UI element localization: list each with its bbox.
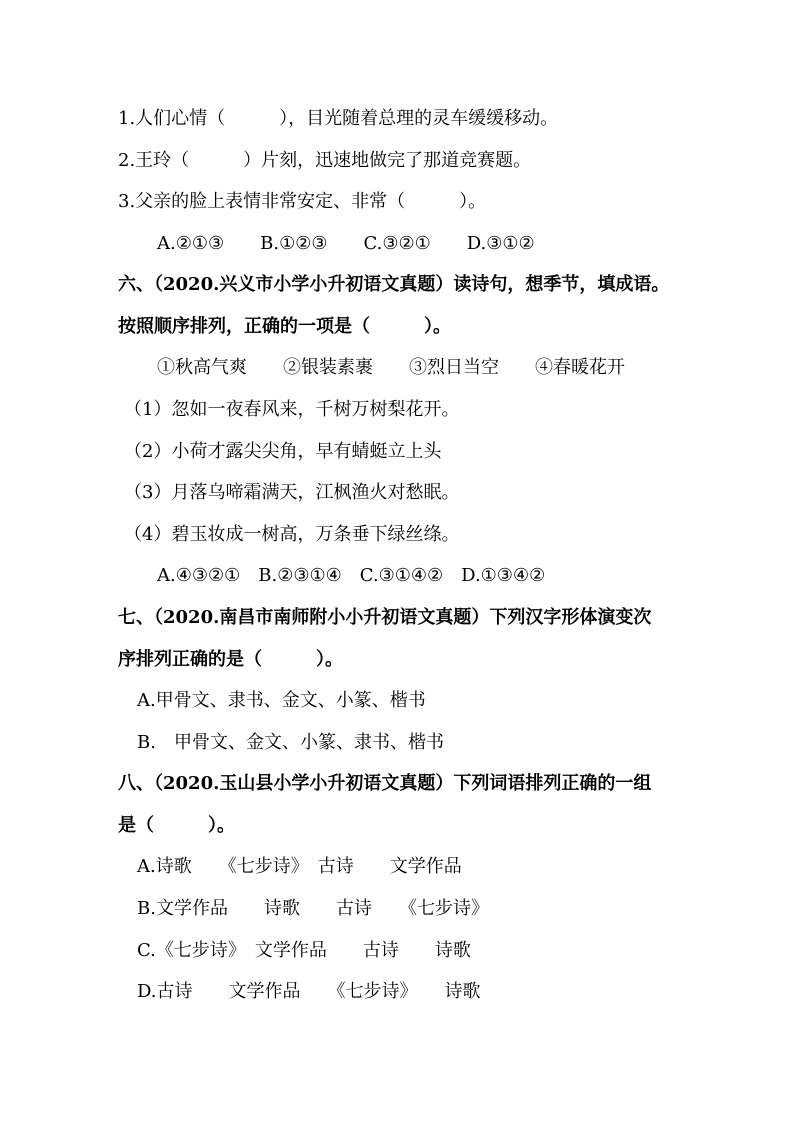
q6-poem-2: （2）小荷才露尖尖角，早有蜻蜓立上头 xyxy=(124,441,442,462)
sentence-1: 1.人们心情（ ），目光随着总理的灵车缓缓移动。 xyxy=(118,108,559,129)
q7-option-a: A.甲骨文、隶书、金文、小篆、楷书 xyxy=(137,690,426,711)
sentence-3: 3.父亲的脸上表情非常安定、非常（ ）。 xyxy=(118,191,487,212)
q6-heading-line1: 六、（2020.兴义市小学小升初语文真题）读诗句，想季节，填成语。 xyxy=(118,274,670,295)
q7-heading-line1: 七、（2020.南昌市南师附小小升初语文真题）下列汉字形体演变次 xyxy=(118,607,652,628)
q6-options: A.④③②① B.②③①④ C.③①④② D.①③④② xyxy=(157,565,546,586)
q8-option-a: A.诗歌 《七步诗》 古诗 文学作品 xyxy=(137,856,462,877)
q8-option-d: D.古诗 文学作品 《七步诗》 诗歌 xyxy=(137,981,481,1002)
q6-idioms: ①秋高气爽 ②银装素裹 ③烈日当空 ④春暖花开 xyxy=(157,357,625,378)
q7-heading-line2: 序排列正确的是（ ）。 xyxy=(118,649,343,670)
q6-poem-4: （4）碧玉妆成一树高，万条垂下绿丝绦。 xyxy=(124,524,460,545)
q6-poem-3: （3）月落乌啼霜满天，江枫渔火对愁眠。 xyxy=(124,482,460,503)
q6-heading-line2: 按照顺序排列，正确的一项是（ ）。 xyxy=(118,316,451,337)
sentence-2: 2.王玲（ ）片刻，迅速地做完了那道竞赛题。 xyxy=(118,150,532,171)
q8-option-b: B.文学作品 诗歌 古诗 《七步诗》 xyxy=(137,898,489,919)
q8-heading-line1: 八、（2020.玉山县小学小升初语文真题）下列词语排列正确的一组 xyxy=(118,773,652,794)
q6-poem-1: （1）忽如一夜春风来，千树万树梨花开。 xyxy=(124,399,460,420)
q8-option-c: C.《七步诗》 文学作品 古诗 诗歌 xyxy=(137,940,471,961)
q7-option-b: B. 甲骨文、金文、小篆、隶书、楷书 xyxy=(137,732,444,753)
part5-options: A.②①③ B.①②③ C.③②① D.③①② xyxy=(157,233,535,254)
q8-heading-line2: 是（ ）。 xyxy=(118,815,235,836)
